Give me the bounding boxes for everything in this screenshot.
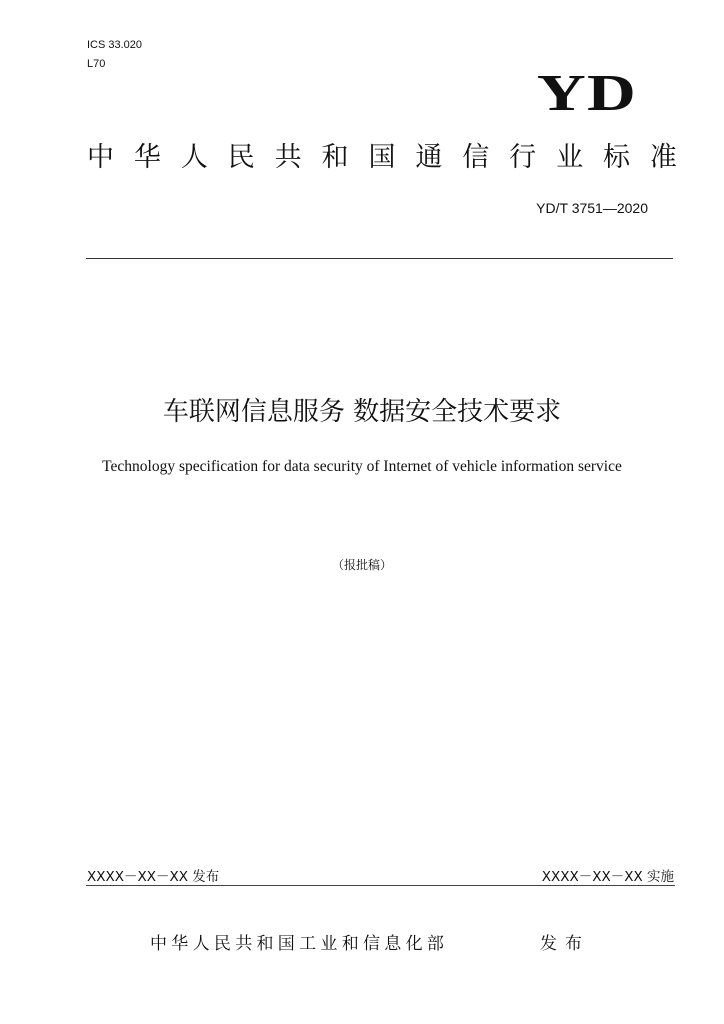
- heading-char: 中: [87, 142, 114, 173]
- heading-char: 信: [462, 142, 490, 173]
- ics-code: ICS 33.020: [87, 39, 143, 51]
- top-divider: [86, 258, 673, 259]
- heading-char: 行: [509, 142, 537, 173]
- industry-standard-heading: [87, 141, 677, 175]
- draft-status-note: （报批稿）: [331, 558, 392, 572]
- bottom-divider: [86, 885, 675, 886]
- implementation-date: XXXX－XX－XX 实施: [541, 869, 674, 885]
- yd-logo: YD: [536, 65, 638, 122]
- publish-label: 发布: [540, 934, 590, 954]
- issue-date: XXXX－XX－XX 发布: [87, 869, 220, 885]
- document-title-chinese: 车联网信息服务 数据安全技术要求: [162, 397, 562, 427]
- document-title-english: Technology specification for data security of Internet of vehicle information service: [102, 458, 622, 475]
- heading-char: 国: [368, 142, 396, 173]
- heading-char: 共: [274, 142, 302, 173]
- heading-char: 和: [321, 142, 349, 173]
- heading-char: 通: [415, 142, 443, 173]
- heading-char: 准: [649, 142, 677, 173]
- heading-char: 人: [180, 142, 208, 173]
- standard-number: YD/T 3751—2020: [536, 200, 648, 216]
- heading-char: 标: [602, 142, 630, 173]
- publisher-name: 中华人民共和国工业和信息化部: [150, 934, 449, 954]
- heading-char: 业: [556, 142, 584, 173]
- heading-char: 华: [133, 142, 161, 173]
- classification-code: L70: [87, 58, 106, 70]
- heading-char: 民: [227, 142, 255, 173]
